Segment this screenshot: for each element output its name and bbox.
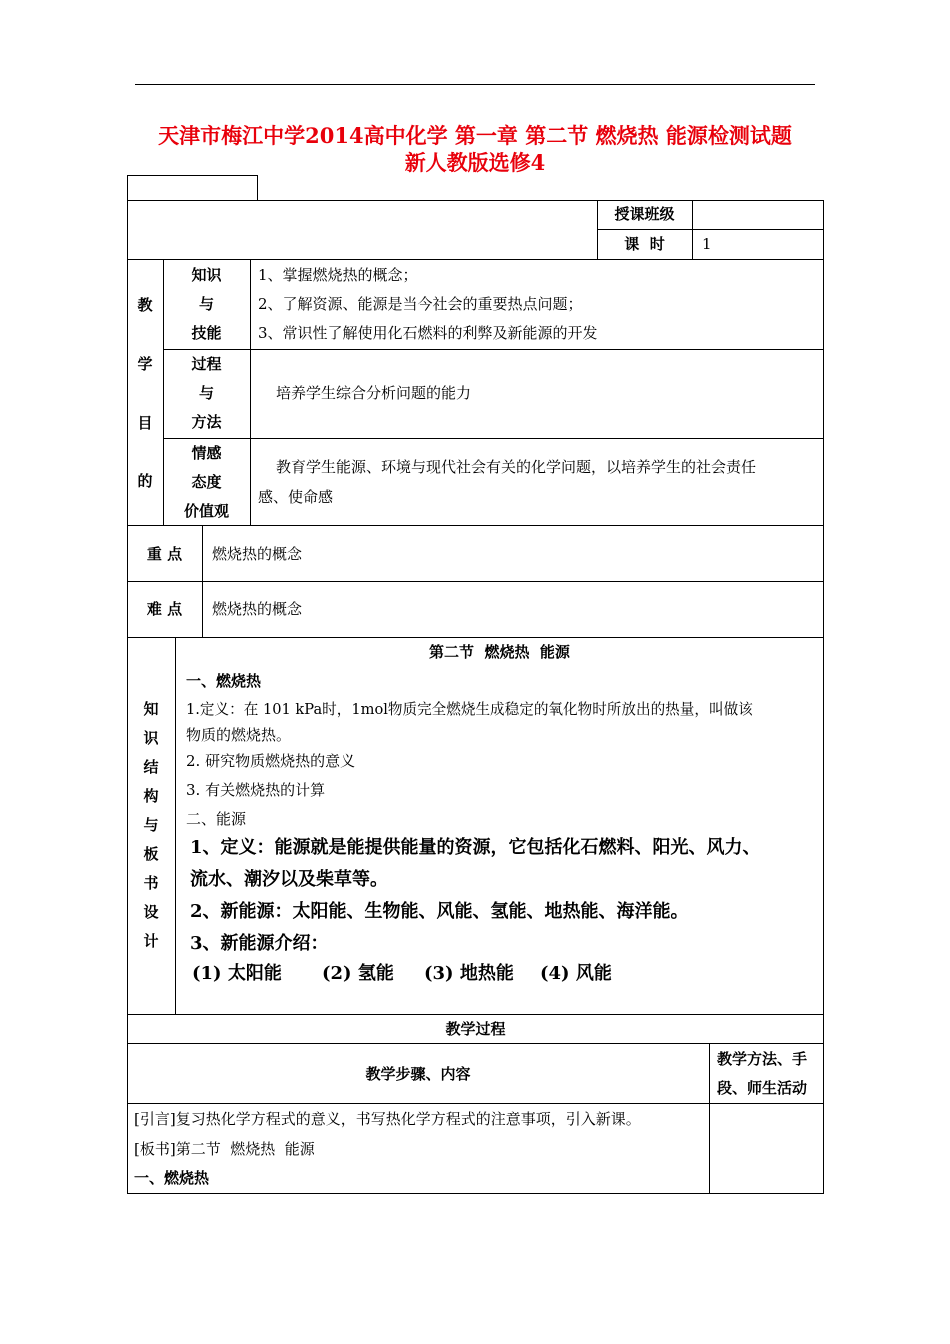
col-divider: [175, 637, 176, 1014]
objectives-side-char: 的: [137, 472, 153, 490]
row-divider: [127, 581, 824, 582]
knowledge-item: 1、掌握燃烧热的概念；: [258, 266, 418, 284]
process-label: 方法: [191, 413, 222, 431]
row-divider: [127, 1043, 824, 1044]
energy-definition: 流水、潮汐以及柴草等。: [190, 869, 388, 890]
new-energy: 2、新能源：太阳能、生物能、风能、氢能、地热能、海洋能。: [190, 901, 689, 922]
knowledge-item: 2、了解资源、能源是当今社会的重要热点问题；: [258, 295, 583, 313]
row-divider: [127, 259, 824, 260]
header-rule: [135, 84, 815, 85]
teaching-process-title: 教学过程: [445, 1020, 506, 1038]
emotion-text: 教育学生能源、环境与现代社会有关的化学问题，以培养学生的社会责任: [276, 458, 757, 476]
objectives-side-char: 教: [137, 296, 153, 314]
period-value: 1: [702, 235, 712, 253]
board-item: 2. 研究物质燃烧热的意义: [186, 752, 356, 770]
new-energy-item: (1) 太阳能: [192, 963, 282, 984]
col-divider: [692, 200, 693, 259]
board-definition: 1.定义：在 101 kPa时，1mol物质完全燃烧生成稳定的氧化物时所放出的热量，叫做该: [186, 701, 753, 718]
board-side-char: 设: [143, 903, 159, 921]
period-label: 课 时: [624, 235, 665, 253]
knowledge-label: 知识: [191, 266, 222, 284]
board-item: 3. 有关燃烧热的计算: [186, 781, 326, 799]
difficult-point-label: 难 点: [146, 600, 183, 618]
col-divider: [709, 1043, 710, 1194]
page-subtitle: 新人教版选修4: [404, 150, 546, 175]
emotion-label: 价值观: [183, 502, 229, 520]
new-energy-item: (2) 氢能: [322, 963, 394, 984]
board-side-char: 结: [143, 758, 159, 776]
board-side-char: 板: [143, 845, 159, 863]
board-side-char: 计: [143, 932, 159, 950]
emotion-label: 情感: [191, 444, 222, 462]
new-energy-intro: 3、新能源介绍：: [190, 933, 329, 954]
row-divider: [163, 438, 824, 439]
knowledge-label: 技能: [191, 324, 222, 342]
knowledge-item: 3、常识性了解使用化石燃料的利弊及新能源的开发: [258, 324, 598, 342]
row-divider: [127, 637, 824, 638]
key-point-label: 重 点: [146, 545, 183, 563]
process-line: 一、燃烧热: [134, 1169, 210, 1187]
process-label: 过程: [191, 355, 222, 373]
difficult-point-text: 燃烧热的概念: [212, 600, 303, 618]
process-text: 培养学生综合分析问题的能力: [276, 384, 472, 402]
board-side-char: 与: [143, 816, 159, 834]
new-energy-item: (4) 风能: [540, 963, 612, 984]
col-divider: [202, 525, 203, 637]
energy-definition: 1、定义：能源就是能提供能量的资源，它包括化石燃料、阳光、风力、: [190, 837, 761, 858]
key-point-text: 燃烧热的概念: [212, 545, 303, 563]
methods-column-header: 段、师生活动: [717, 1079, 808, 1097]
board-side-char: 识: [143, 729, 159, 747]
board-side-char: 书: [143, 874, 159, 892]
class-label: 授课班级: [614, 205, 675, 223]
new-energy-item: (3) 地热能: [424, 963, 514, 984]
page-title: 天津市梅江中学2014高中化学 第一章 第二节 燃烧热 能源检测试题: [158, 123, 792, 148]
knowledge-label: 与: [198, 295, 214, 313]
objectives-side-char: 目: [137, 414, 153, 432]
blank-box: [127, 175, 258, 201]
row-divider: [597, 229, 824, 230]
board-heading: 第二节 燃烧热 能源: [429, 643, 570, 661]
emotion-label: 态度: [191, 473, 222, 491]
process-label: 与: [198, 384, 214, 402]
emotion-text: 感、使命感: [258, 488, 334, 506]
board-section-title: 二、能源: [186, 810, 247, 828]
row-divider: [127, 1103, 824, 1104]
methods-column-header: 教学方法、手: [717, 1050, 808, 1068]
board-side-char: 知: [143, 700, 159, 718]
process-line: [引言]复习热化学方程式的意义，书写热化学方程式的注意事项，引入新课。: [134, 1110, 641, 1128]
board-section-title: 一、燃烧热: [186, 672, 262, 690]
row-divider: [163, 349, 824, 350]
board-side-char: 构: [143, 787, 159, 805]
steps-column-header: 教学步骤、内容: [365, 1065, 471, 1083]
objectives-side-char: 学: [137, 355, 153, 373]
row-divider: [127, 1014, 824, 1015]
row-divider: [127, 525, 824, 526]
col-divider: [250, 259, 251, 525]
board-definition: 物质的燃烧热。: [186, 726, 292, 744]
process-line: [板书]第二节 燃烧热 能源: [134, 1140, 315, 1158]
